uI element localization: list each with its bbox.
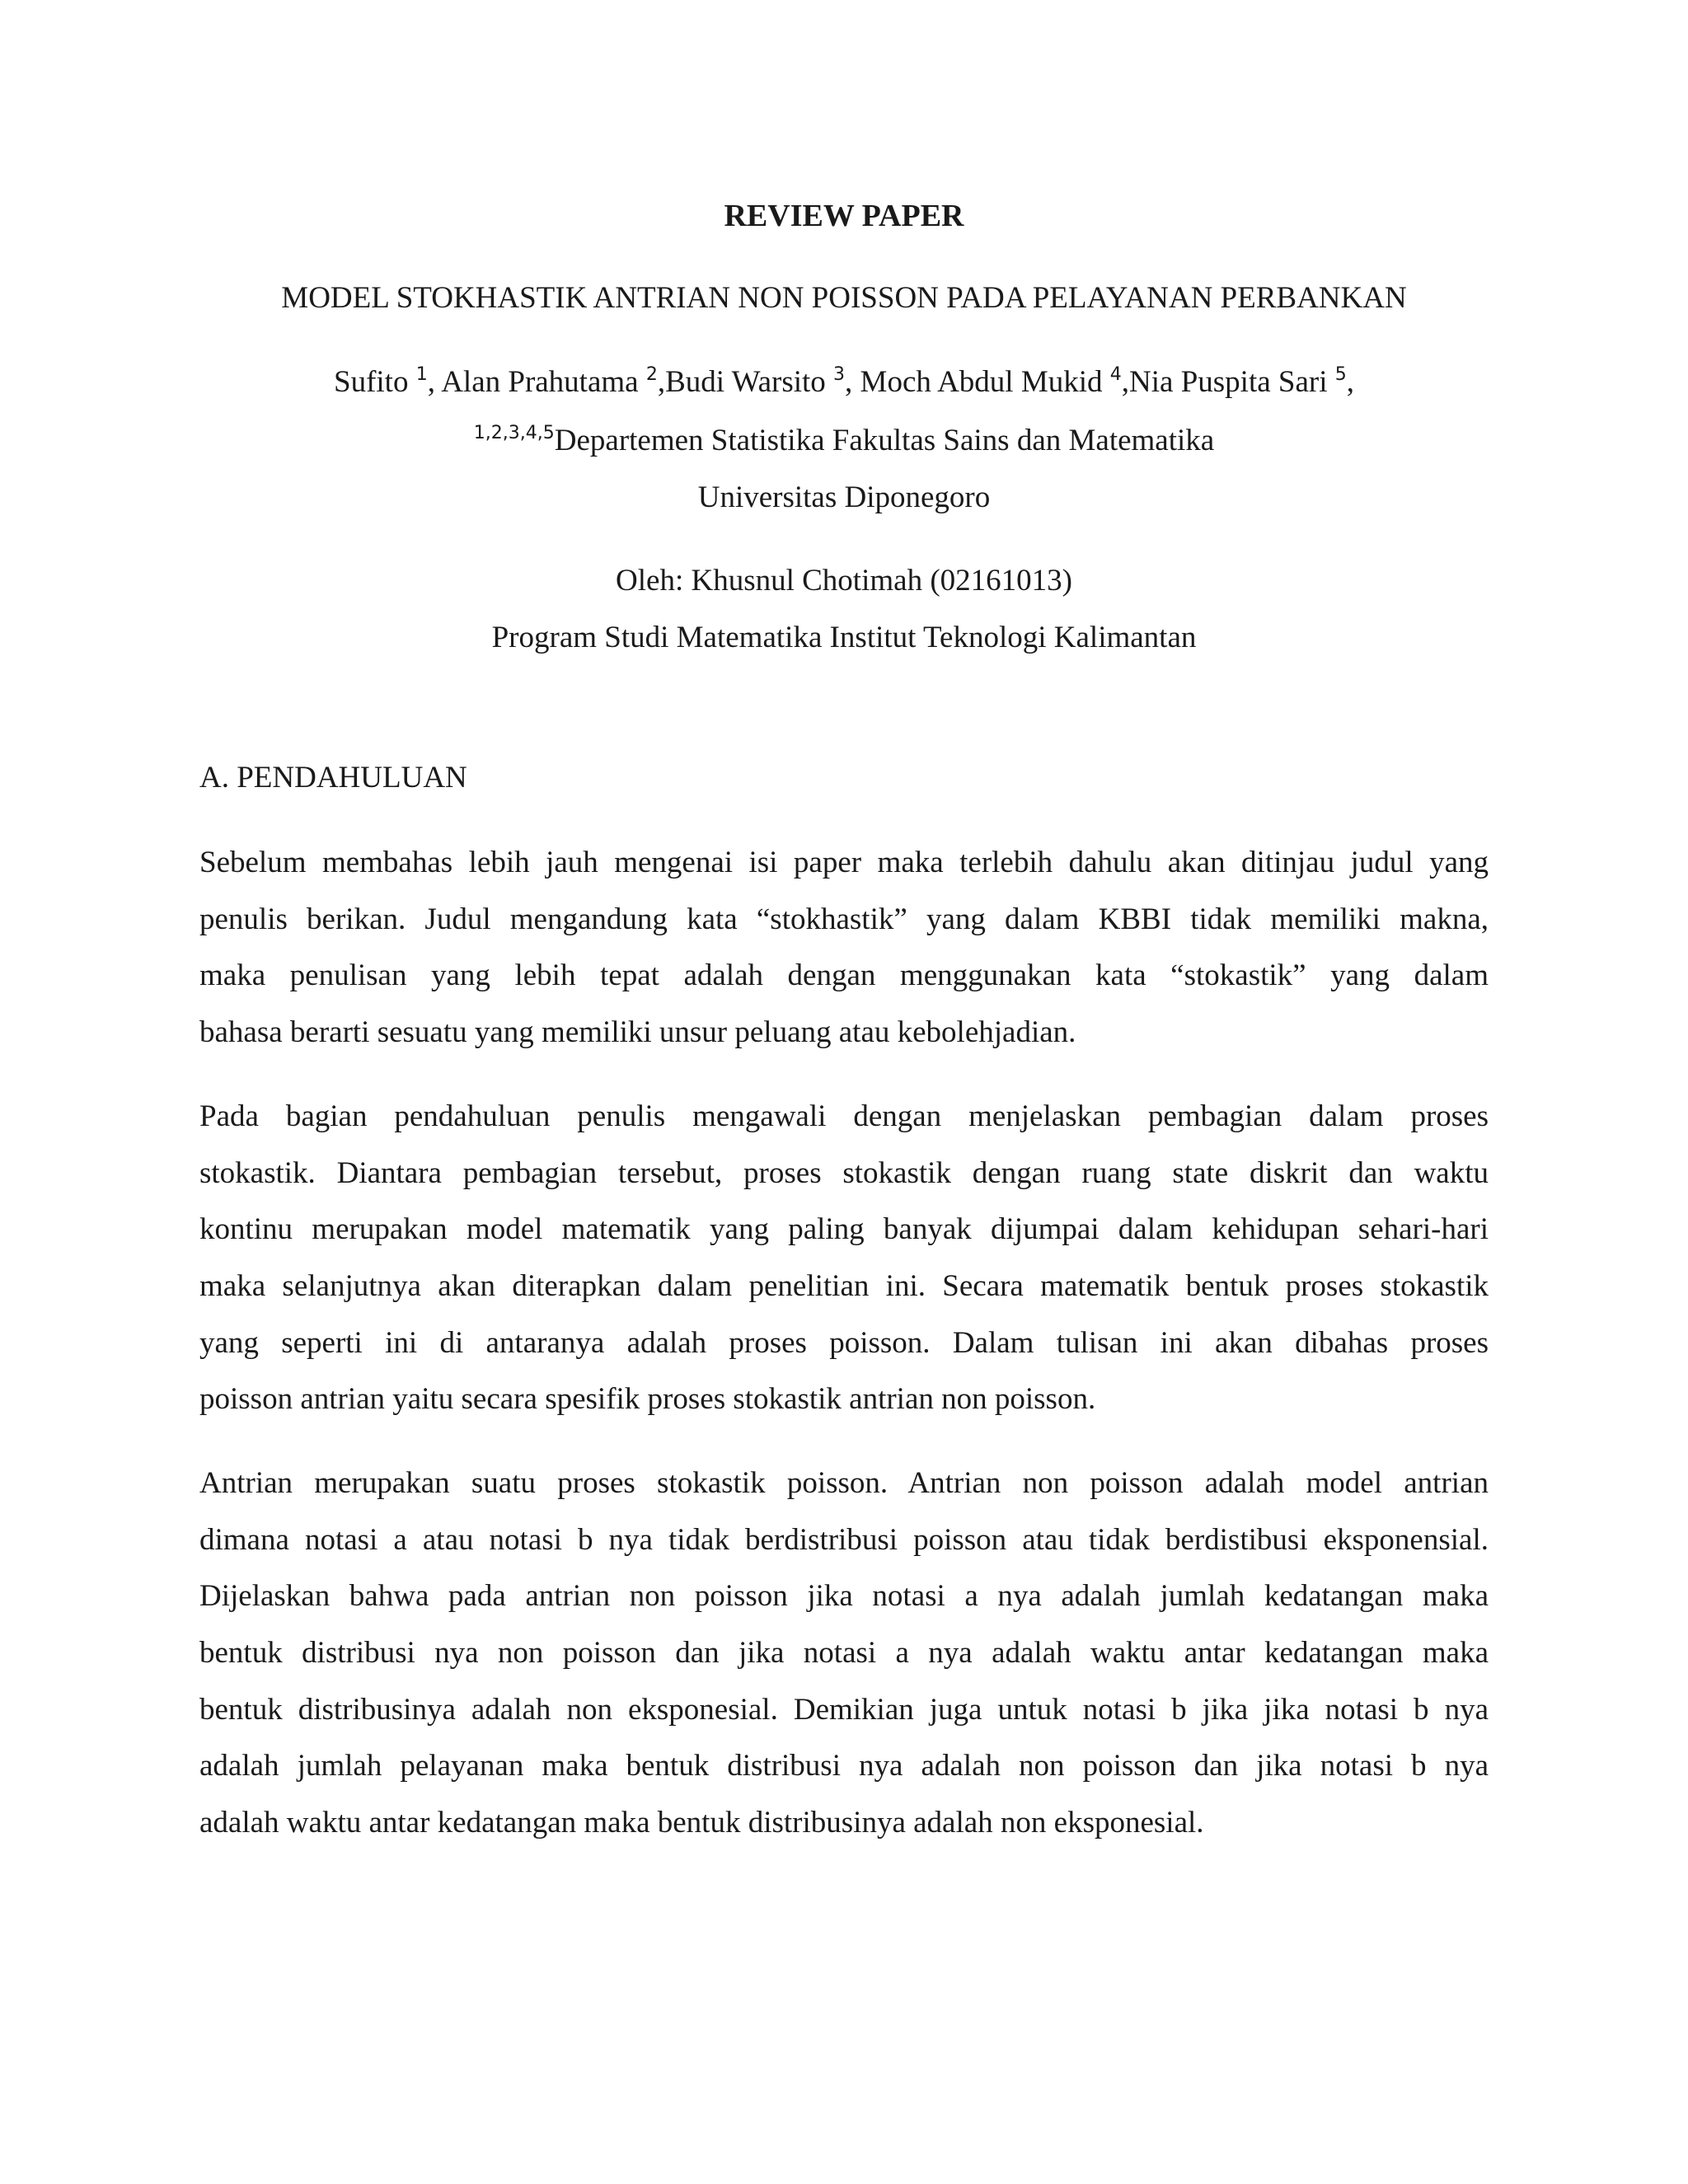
author-affiliation-mark: 3 [833, 364, 846, 385]
author-affiliation-mark: 1 [415, 364, 428, 385]
paragraph-line: adalah jumlah pelayanan maka bentuk distribusi nya adalah non poisson dan jika notasi b nya [199, 1749, 1489, 1783]
author-name: Sufito [334, 365, 416, 399]
author-affiliation-mark: 2 [645, 364, 658, 385]
paragraph-line: stokastik. Diantara pembagian tersebut, proses stokastik dengan ruang state diskrit dan waktu [199, 1155, 1489, 1190]
paragraph-line: Pada bagian pendahuluan penulis mengawali dengan menjelaskan pembagian dalam proses [199, 1099, 1489, 1133]
affiliation-department [0, 421, 1688, 461]
paragraph-line: maka selanjutnya akan diterapkan dalam penelitian ini. Secara matematik bentuk proses stokastik [199, 1269, 1489, 1304]
paragraph-line: Sebelum membahas lebih jauh mengenai isi paper maka terlebih dahulu akan ditinjau judul yang [199, 846, 1489, 879]
paragraph-line: adalah waktu antar kedatangan maka bentuk distribusinya adalah non eksponesial. [199, 1806, 1204, 1840]
department-name: Departemen Statistika Fakultas Sains dan Matematika [554, 424, 1215, 457]
author-name: Nia Puspita Sari [1129, 365, 1335, 399]
paragraph-line: yang seperti ini di antaranya adalah proses poisson. Dalam tulisan ini akan dibahas proses [199, 1325, 1489, 1360]
paragraph-line: Antrian merupakan suatu proses stokastik poisson. Antrian non poisson adalah model antrian [199, 1466, 1489, 1500]
author-separator: , [1121, 365, 1130, 399]
affiliation-university: Universitas Diponegoro [697, 480, 991, 514]
reviewer-program: Program Studi Matematika Institut Teknologi Kalimantan [491, 621, 1197, 654]
paragraph-line: bentuk distribusi nya non poisson dan jika notasi a nya adalah waktu antar kedatangan maka [199, 1636, 1489, 1671]
author-separator: , [427, 365, 442, 399]
section-heading: A. PENDAHULUAN [199, 761, 467, 794]
paragraph-line: bahasa berarti sesuatu yang memiliki unsur peluang atau kebolehjadian. [199, 1015, 1076, 1050]
author-name: Moch Abdul Mukid [860, 365, 1110, 399]
paragraph [199, 1096, 1489, 1436]
paragraph [199, 842, 1489, 1069]
paragraph-line: bentuk distribusinya adalah non eksponesial. Demikian juga untuk notasi b jika jika notasi b nya [199, 1692, 1489, 1727]
author-name: Budi Warsito [665, 365, 834, 399]
author-affiliation-mark: 5 [1334, 364, 1347, 385]
paragraph-line: Dijelaskan bahwa pada antrian non poisson jika notasi a nya adalah jumlah kedatangan maka [199, 1579, 1489, 1614]
document-type-heading: REVIEW PAPER [724, 199, 964, 233]
paper-title: MODEL STOKHASTIK ANTRIAN NON POISSON PADA PELAYANAN PERBANKAN [281, 281, 1407, 315]
paragraph-line: poisson antrian yaitu secara spesifik proses stokastik antrian non poisson. [199, 1382, 1096, 1417]
author-separator: , [657, 365, 666, 399]
author-separator: , [845, 365, 860, 399]
paragraph-line: kontinu merupakan model matematik yang paling banyak dijumpai dalam kehidupan sehari-hari [199, 1212, 1489, 1247]
author-separator: , [1346, 365, 1354, 399]
reviewer-name: Oleh: Khusnul Chotimah (02161013) [616, 564, 1072, 598]
paragraph [199, 1463, 1489, 1859]
affiliation-mark: 1,2,3,4,5 [473, 423, 555, 443]
author-affiliation-mark: 4 [1109, 364, 1122, 385]
paragraph-line: maka penulisan yang lebih tepat adalah dengan menggunakan kata “stokastik” yang dalam [199, 958, 1489, 993]
author-list [0, 363, 1688, 402]
author-name: Alan Prahutama [441, 365, 646, 399]
paragraph-line: dimana notasi a atau notasi b nya tidak berdistribusi poisson atau tidak berdistibusi eksponensial. [199, 1522, 1489, 1557]
paragraph-line: penulis berikan. Judul mengandung kata “stokhastik” yang dalam KBBI tidak memiliki makna, [199, 902, 1489, 936]
